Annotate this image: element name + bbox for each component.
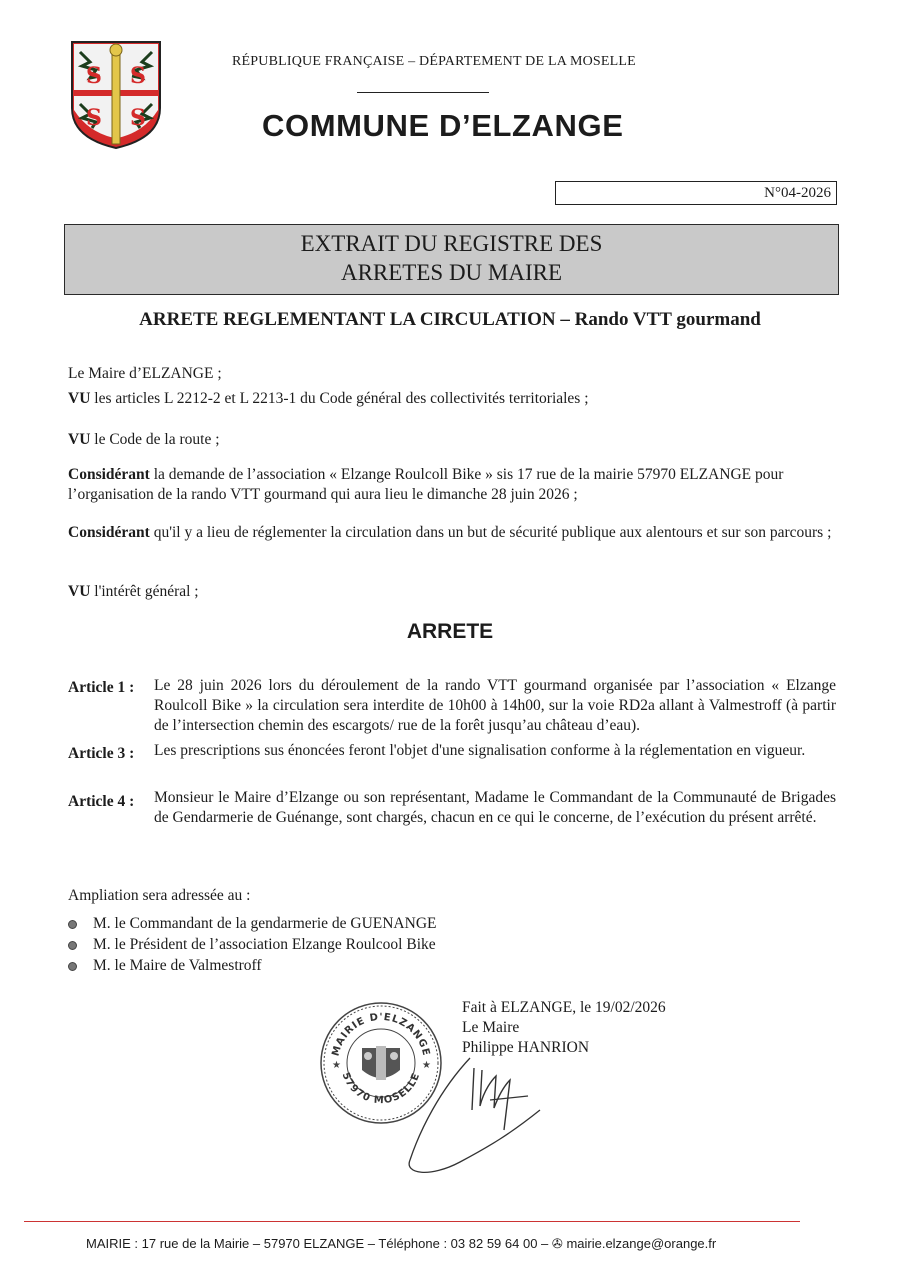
signer-name: Philippe HANRION	[462, 1039, 590, 1056]
ampliation-item: M. le Commandant de la gendarmerie de GUENANGE	[68, 913, 436, 934]
svg-text:S: S	[130, 63, 146, 89]
preamble-considerant-securite	[68, 523, 838, 543]
vu-label: VU	[68, 431, 91, 448]
bullet-icon	[68, 941, 77, 950]
vu-label: VU	[68, 390, 91, 407]
commune-title: COMMUNE D’ELZANGE	[262, 108, 624, 143]
svg-text:S: S	[86, 105, 102, 131]
article-4-label: Article 4 :	[68, 793, 135, 810]
arrete-heading: ARRETE	[406, 620, 494, 643]
place-date: Fait à ELZANGE, le 19/02/2026	[462, 999, 666, 1016]
considerant-label: Considérant	[68, 524, 150, 541]
arrete-subtitle: ARRETE REGLEMENTANT LA CIRCULATION – Rando VTT gourmand	[139, 309, 761, 330]
considerant-label: Considérant	[68, 466, 150, 483]
ampliation-item: M. le Maire de Valmestroff	[68, 955, 262, 976]
republic-header: RÉPUBLIQUE FRANÇAISE – DÉPARTEMENT DE LA MOSELLE	[232, 54, 636, 69]
article-1-label: Article 1 :	[68, 679, 135, 696]
coat-of-arms-icon	[68, 38, 164, 152]
register-line-2: ARRETES DU MAIRE	[340, 260, 563, 285]
signer-role: Le Maire	[462, 1019, 520, 1036]
svg-text:★: ★	[332, 1060, 341, 1071]
svg-text:★: ★	[422, 1060, 431, 1071]
handwritten-signature	[400, 1050, 550, 1180]
footer-address: MAIRIE : 17 rue de la Mairie – 57970 ELZANGE – Téléphone : 03 82 59 64 00 –	[86, 1236, 549, 1251]
footer-contact	[86, 1236, 716, 1252]
preamble-maire: Le Maire d’ELZANGE ;	[68, 365, 222, 382]
vu-label: VU	[68, 583, 91, 600]
article-3-label: Article 3 :	[68, 745, 135, 762]
considerant-text: qu'il y a lieu de réglementer la circulation dans un but de sécurité publique aux alentours et sur son parcours ;	[149, 524, 832, 541]
svg-text:MAIRIE D'ELZANGE: MAIRIE D'ELZANGE	[330, 1011, 432, 1058]
register-banner	[64, 224, 839, 295]
ampliation-intro: Ampliation sera adressée au :	[68, 887, 251, 904]
preamble-considerant-demande	[68, 465, 838, 505]
article-1-text: Le 28 juin 2026 lors du déroulement de la rando VTT gourmand organisée par l’association « Elzange Roulcoll Bike » la circulation sera interdite de 10h00 à 14h00, sur la voie RD2a allant à Valmestroff (à partir de l’intersection chemin des escargots/ rue de la forêt jusqu’au château d’eau).	[154, 677, 836, 734]
article-3-text: Les prescriptions sus énoncées feront l'objet d'une signalisation conforme à la réglementation en vigueur.	[154, 742, 806, 759]
bullet-icon	[68, 920, 77, 929]
svg-text:57970 MOSELLE: 57970 MOSELLE	[339, 1071, 423, 1107]
header-divider	[357, 92, 489, 93]
arrete-number: N°04-2026	[764, 185, 831, 201]
vu-text: les articles L 2212-2 et L 2213-1 du Code général des collectivités territoriales ;	[90, 390, 589, 407]
ampliation-item: M. le Président de l’association Elzange Roulcool Bike	[68, 934, 436, 955]
svg-text:S: S	[130, 105, 146, 131]
vu-text: le Code de la route ;	[90, 431, 220, 448]
article-4-text: Monsieur le Maire d’Elzange ou son représentant, Madame le Commandant de la Communauté de Brigades de Gendarmerie de Guénange, sont chargés, chacun en ce qui le concerne, de l’exécution du présent arrêté.	[154, 789, 836, 826]
arrete-number-box	[555, 181, 837, 205]
footer-email: mairie.elzange@orange.fr	[566, 1236, 717, 1251]
vu-text: l'intérêt général ;	[90, 583, 199, 600]
preamble-vu-articles	[68, 389, 838, 409]
signature-block	[462, 998, 666, 1058]
register-line-1: EXTRAIT DU REGISTRE DES	[300, 231, 603, 256]
bullet-icon	[68, 962, 77, 971]
mouse-icon: ✇	[551, 1236, 563, 1251]
preamble-vu-code-route	[68, 430, 838, 450]
preamble-vu-interet	[68, 582, 838, 602]
considerant-text: la demande de l’association « Elzange Roulcoll Bike » sis 17 rue de la mairie 57970 ELZANGE pour l’organisation de la rando VTT gourmand qui aura lieu le dimanche 28 juin 2026 ;	[68, 466, 784, 503]
svg-text:S: S	[86, 63, 102, 89]
footer-divider	[24, 1221, 800, 1222]
